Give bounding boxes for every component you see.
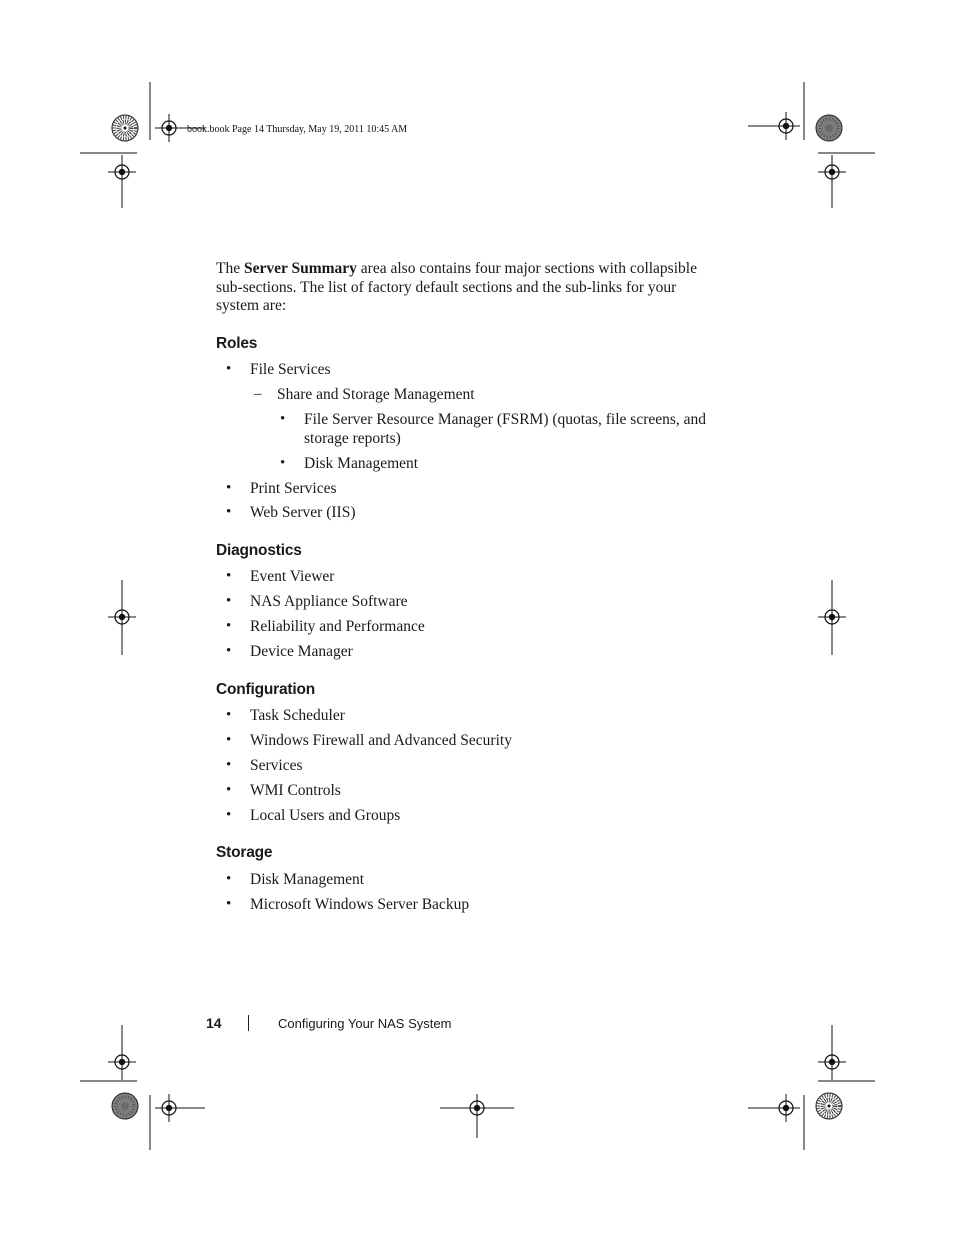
registration-mark-right-middle	[818, 603, 846, 631]
print-slug: book.book Page 14 Thursday, May 19, 2011 10:45 AM	[187, 124, 408, 135]
intro-line-1	[216, 260, 716, 279]
registration-mark-bottom-center	[463, 1094, 491, 1122]
bullet-icon: •	[226, 782, 232, 798]
list-item-continuation: storage reports)	[304, 430, 401, 447]
list-item: Microsoft Windows Server Backup	[250, 896, 470, 913]
dash-icon: –	[254, 386, 262, 402]
list-item: Print Services	[250, 480, 337, 497]
list-item: Disk Management	[304, 455, 419, 472]
storage-heading: Storage	[216, 844, 273, 861]
bullet-icon: •	[226, 593, 232, 609]
intro-text: The	[216, 260, 244, 277]
footer-divider	[248, 1015, 249, 1031]
list-item: Local Users and Groups	[250, 807, 401, 824]
bullet-icon: •	[226, 568, 232, 584]
star-target-top-left	[112, 115, 138, 141]
star-target-bottom-right	[816, 1093, 842, 1119]
list-item: Device Manager	[250, 643, 353, 660]
registration-mark-bottom-right-upper	[818, 1048, 846, 1076]
list-item: Share and Storage Management	[277, 386, 475, 403]
list-item: Services	[250, 757, 303, 774]
list-item: File Services	[250, 361, 331, 378]
server-summary-term: Server Summary	[243, 260, 357, 277]
registration-mark-left-middle	[108, 603, 136, 631]
intro-line-3: system are:	[216, 297, 287, 314]
bullet-icon: •	[226, 707, 232, 723]
bullet-icon: •	[226, 871, 232, 887]
bullet-icon: •	[226, 732, 232, 748]
list-item: NAS Appliance Software	[250, 593, 408, 610]
list-item: Web Server (IIS)	[250, 504, 356, 521]
bullet-icon: •	[226, 896, 232, 912]
bullet-icon: •	[226, 618, 232, 634]
page-number: 14	[206, 1015, 222, 1031]
bullet-icon: •	[226, 757, 232, 773]
intro-text: area also contains four major sections with collapsible	[356, 260, 697, 277]
bullet-icon: •	[226, 643, 232, 659]
grey-target-bottom-left	[112, 1093, 138, 1119]
list-item: WMI Controls	[250, 782, 341, 799]
grey-target-top-right	[816, 115, 842, 141]
roles-heading: Roles	[216, 335, 258, 352]
registration-mark-top-left-lower	[108, 158, 136, 186]
intro-paragraph	[216, 260, 716, 316]
chapter-title: Configuring Your NAS System	[278, 1016, 452, 1031]
diagnostics-heading: Diagnostics	[216, 542, 302, 559]
list-item: Task Scheduler	[250, 707, 345, 724]
list-item: File Server Resource Manager (FSRM) (quotas, file screens, and	[304, 411, 707, 428]
registration-mark-bottom-left-upper	[108, 1048, 136, 1076]
registration-mark-top-right-lower	[818, 158, 846, 186]
list-item: Event Viewer	[250, 568, 335, 585]
bullet-icon: •	[280, 411, 286, 427]
intro-line-2: sub-sections. The list of factory default sections and the sub-links for your	[216, 278, 677, 296]
bullet-icon: •	[226, 480, 232, 496]
configuration-heading: Configuration	[216, 681, 315, 698]
bullet-icon: •	[226, 807, 232, 823]
bullet-icon: •	[226, 504, 232, 520]
bullet-icon: •	[280, 455, 286, 471]
list-item: Reliability and Performance	[250, 618, 425, 635]
bullet-icon: •	[226, 361, 232, 377]
list-item: Disk Management	[250, 871, 365, 888]
list-item: Windows Firewall and Advanced Security	[250, 732, 512, 749]
